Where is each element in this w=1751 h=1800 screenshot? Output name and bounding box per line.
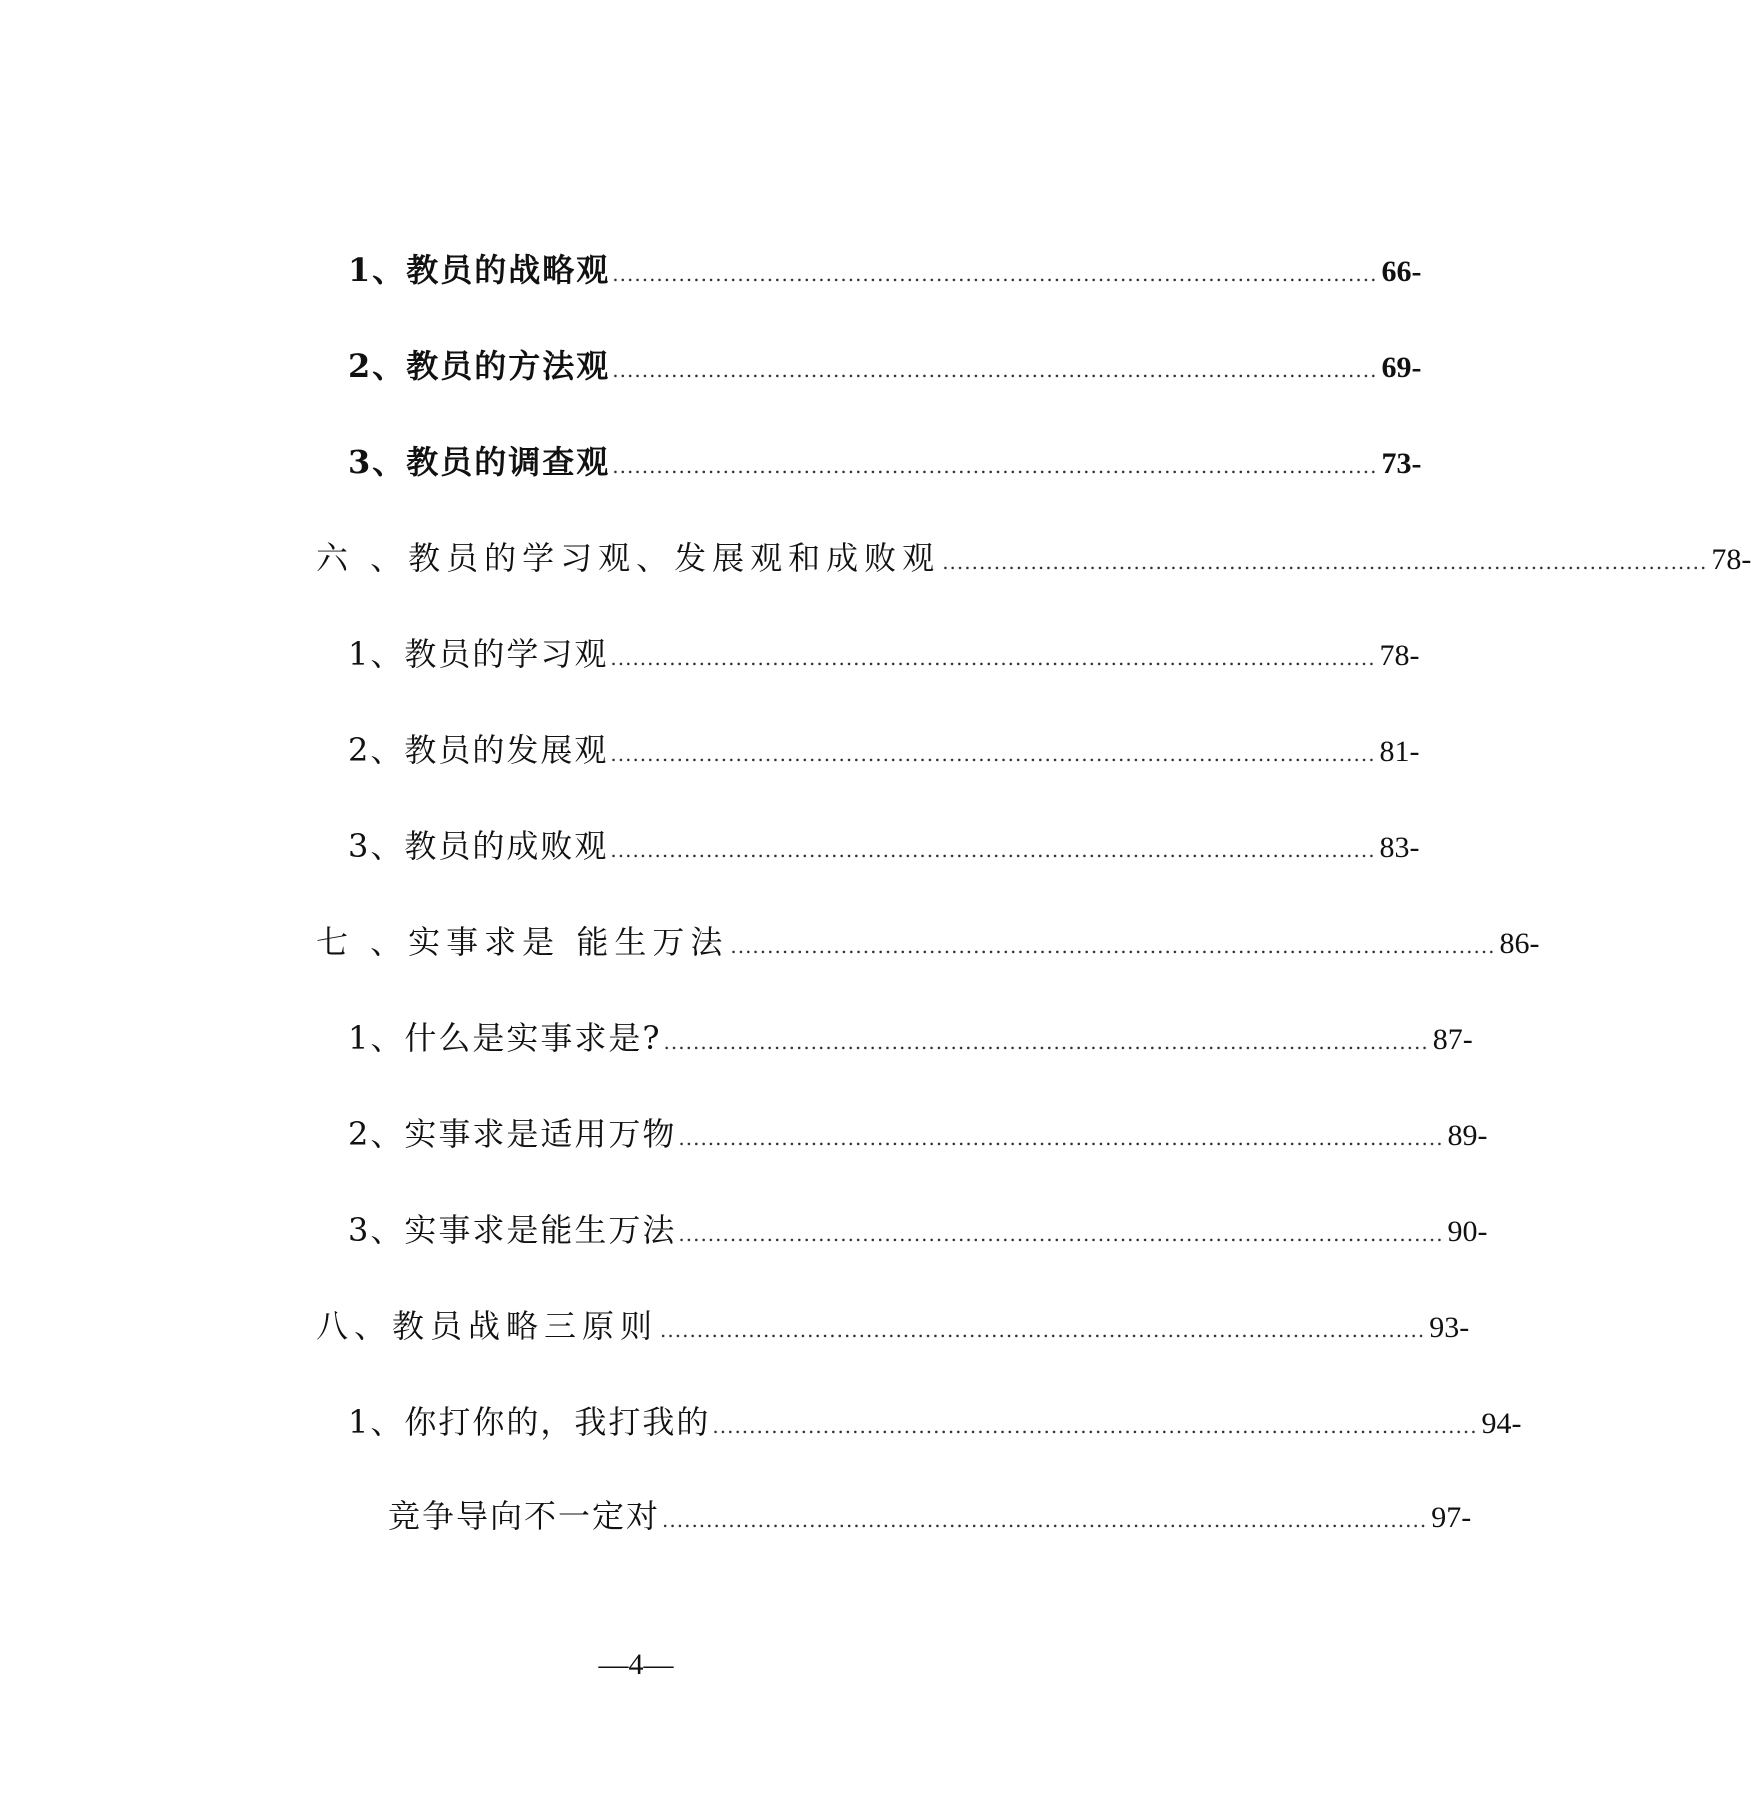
toc-entry-title: 3、实事求是能生万法	[348, 1211, 677, 1249]
toc-entry-page: 89-	[1447, 1119, 1488, 1152]
toc-entry-title: 1、什么是实事求是?	[348, 1019, 662, 1057]
toc-entry[interactable]	[316, 920, 1540, 964]
toc-entry-page: 87-	[1432, 1023, 1473, 1056]
toc-entry[interactable]	[348, 1400, 1522, 1444]
toc-dot-leader: ........................................................................................................	[612, 454, 1378, 478]
toc-dot-leader: ........................................................................................................	[610, 646, 1376, 670]
toc-entry-page: 66-	[1381, 255, 1422, 288]
toc-entry[interactable]	[348, 728, 1420, 772]
toc-entry[interactable]	[348, 1208, 1488, 1252]
toc-dot-leader: ........................................................................................................	[730, 934, 1496, 958]
toc-entry[interactable]	[316, 536, 1751, 580]
toc-entry-title: 3、教员的调查观	[348, 443, 611, 481]
toc-entry-title: 七 、实事求是 能生万法	[316, 923, 729, 961]
toc-dot-leader: ........................................................................................................	[660, 1318, 1426, 1342]
toc-entry-title: 六 、教员的学习观、发展观和成败观	[316, 539, 941, 577]
toc-entry-title: 八、教员战略三原则	[316, 1307, 659, 1345]
toc-entry[interactable]	[316, 1304, 1470, 1348]
toc-entry-title: 1、你打你的，我打我的	[348, 1403, 711, 1441]
toc-dot-leader: ........................................................................................................	[610, 838, 1376, 862]
toc-entry-title: 1、教员的学习观	[348, 635, 609, 673]
toc-entry-page: 86-	[1499, 927, 1540, 960]
toc-entry-page: 78-	[1379, 639, 1420, 672]
toc-dot-leader: ........................................................................................................	[678, 1126, 1444, 1150]
toc-entry[interactable]	[348, 344, 1422, 388]
toc-entry-title: 2、教员的方法观	[348, 347, 611, 385]
toc-dot-leader: ........................................................................................................	[610, 742, 1376, 766]
toc-dot-leader: ........................................................................................................	[612, 262, 1378, 286]
page-number: —4—	[598, 1648, 674, 1681]
toc-entry[interactable]	[348, 440, 1422, 484]
toc-entry-page: 90-	[1447, 1215, 1488, 1248]
toc-dot-leader: ........................................................................................................	[663, 1030, 1429, 1054]
toc-entry-title: 竞争导向不一定对	[388, 1497, 661, 1535]
toc-entry[interactable]	[388, 1494, 1472, 1538]
toc-entry[interactable]	[348, 824, 1420, 868]
toc-dot-leader: ........................................................................................................	[942, 550, 1708, 574]
toc-entry-page: 73-	[1381, 447, 1422, 480]
toc-entry-title: 1、教员的战略观	[348, 251, 611, 289]
toc-entry-title: 2、实事求是适用万物	[348, 1115, 677, 1153]
toc-entry[interactable]	[348, 1016, 1473, 1060]
toc-entry-page: 81-	[1379, 735, 1420, 768]
toc-entry-title: 2、教员的发展观	[348, 731, 609, 769]
toc-entry-page: 93-	[1429, 1311, 1470, 1344]
toc-entry[interactable]	[348, 248, 1422, 292]
toc-entry[interactable]	[348, 632, 1420, 676]
toc-entry-title: 3、教员的成败观	[348, 827, 609, 865]
toc-entry-page: 69-	[1381, 351, 1422, 384]
toc-entry-page: 83-	[1379, 831, 1420, 864]
toc-dot-leader: ........................................................................................................	[662, 1508, 1428, 1532]
toc-entry-page: 97-	[1431, 1501, 1472, 1534]
toc-entry-page: 78-	[1711, 543, 1751, 576]
toc-dot-leader: ........................................................................................................	[612, 358, 1378, 382]
toc-dot-leader: ........................................................................................................	[712, 1414, 1478, 1438]
toc-entry[interactable]	[348, 1112, 1488, 1156]
toc-entry-page: 94-	[1481, 1407, 1522, 1440]
toc-dot-leader: ........................................................................................................	[678, 1222, 1444, 1246]
